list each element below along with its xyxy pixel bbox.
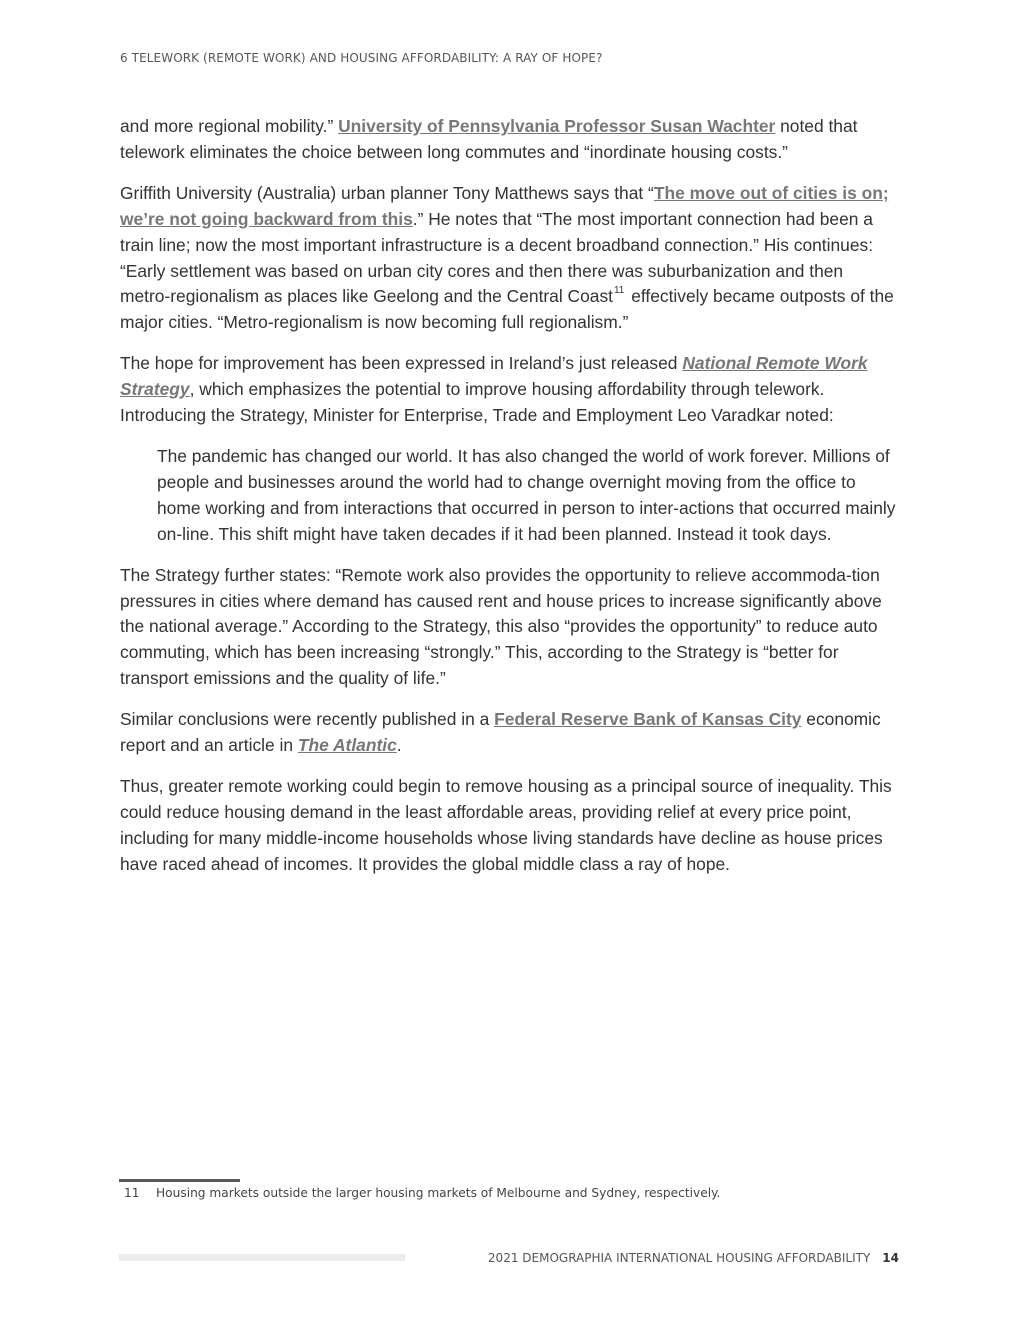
paragraph-1-text-a: and more regional mobility.”	[120, 116, 339, 136]
page-number: 14	[882, 1251, 899, 1265]
the-atlantic-link[interactable]: The Atlantic	[297, 735, 397, 756]
paragraph-5	[120, 707, 896, 759]
wachter-link[interactable]: University of Pennsylvania Professor Susan Wachter	[338, 116, 776, 136]
paragraph-2	[120, 181, 896, 336]
footnote-divider	[119, 1179, 240, 1182]
footnote	[124, 1186, 720, 1200]
paragraph-5-text-c: .	[396, 735, 402, 756]
page-footer	[488, 1251, 899, 1265]
footnote-text: Housing markets outside the larger housing markets of Melbourne and Sydney, respectively.	[156, 1186, 721, 1200]
paragraph-3-text-b: , which emphasizes the potential to improve housing affordability through telework. Introducing the Strategy, Minister for Enterprise, Trade and Employment Leo Varadkar noted:	[120, 379, 834, 426]
footer-decorative-bar	[119, 1254, 405, 1261]
footnote-ref-11: 11	[613, 285, 625, 297]
running-head: 6 TELEWORK (REMOTE WORK) AND HOUSING AFFORDABILITY: A RAY OF HOPE?	[120, 51, 603, 65]
paragraph-6: Thus, greater remote working could begin to remove housing as a principal source of inequality. This could reduce housing demand in the least affordable areas, providing relief at every price point, including for many middle-income households whose living standards have decline as house prices have raced ahead of incomes. It provides the global middle class a ray of hope.	[120, 775, 892, 874]
paragraph-2-text-c: effectively became outposts of the major cities. “Metro-regionalism is now becoming full regionalism.”	[120, 286, 894, 333]
move-out-of-cities-link[interactable]: The move out of cities is on; we’re not going backward from this	[120, 182, 889, 229]
paragraph-4: The Strategy further states: “Remote work also provides the opportunity to relieve accommoda-tion pressures in cities where demand has caused rent and house prices to increase significantly above the national average.” According to the Strategy, this also “provides the opportunity” to reduce auto commuting, which has been increasing “strongly.” This, according to the Strategy is “better for transport emissions and the quality of life.”	[120, 564, 882, 689]
paragraph-1-text-b: noted that telework eliminates the choice between long commutes and “inordinate housing costs.”	[120, 116, 858, 162]
body-text	[120, 114, 896, 893]
paragraph-2-text-a: Griffith University (Australia) urban planner Tony Matthews says that “	[120, 182, 654, 203]
paragraph-1	[120, 114, 896, 166]
footer-title: 2021 DEMOGRAPHIA INTERNATIONAL HOUSING AFFORDABILITY	[487, 1251, 871, 1265]
footnote-number: 11	[124, 1186, 140, 1200]
paragraph-3	[120, 351, 896, 429]
paragraph-5-text-a: Similar conclusions were recently published in a	[120, 709, 495, 730]
federal-reserve-link[interactable]: Federal Reserve Bank of Kansas City	[494, 709, 802, 730]
national-remote-work-strategy-link[interactable]: National Remote Work Strategy	[120, 353, 868, 400]
block-quote: The pandemic has changed our world. It has also changed the world of work forever. Millions of people and businesses around the world had to change overnight moving from the office to home working and from interactions that occurred in person to inter-actions that occurred mainly on-line. This shift might have taken decades if it had been planned. Instead it took days.	[157, 445, 896, 544]
paragraph-3-text-a: The hope for improvement has been expressed in Ireland’s just released	[120, 353, 683, 374]
paragraph-2-text-b: .” He notes that “The most important connection had been a train line; now the most important infrastructure is a decent broadband connection.” His continues: “Early settlement was based on urban city cores and then there was suburbanization and then metro-regionalism as places like Geelong and the Central Coast	[120, 208, 874, 307]
paragraph-5-text-b: economic report and an article in	[120, 709, 881, 756]
